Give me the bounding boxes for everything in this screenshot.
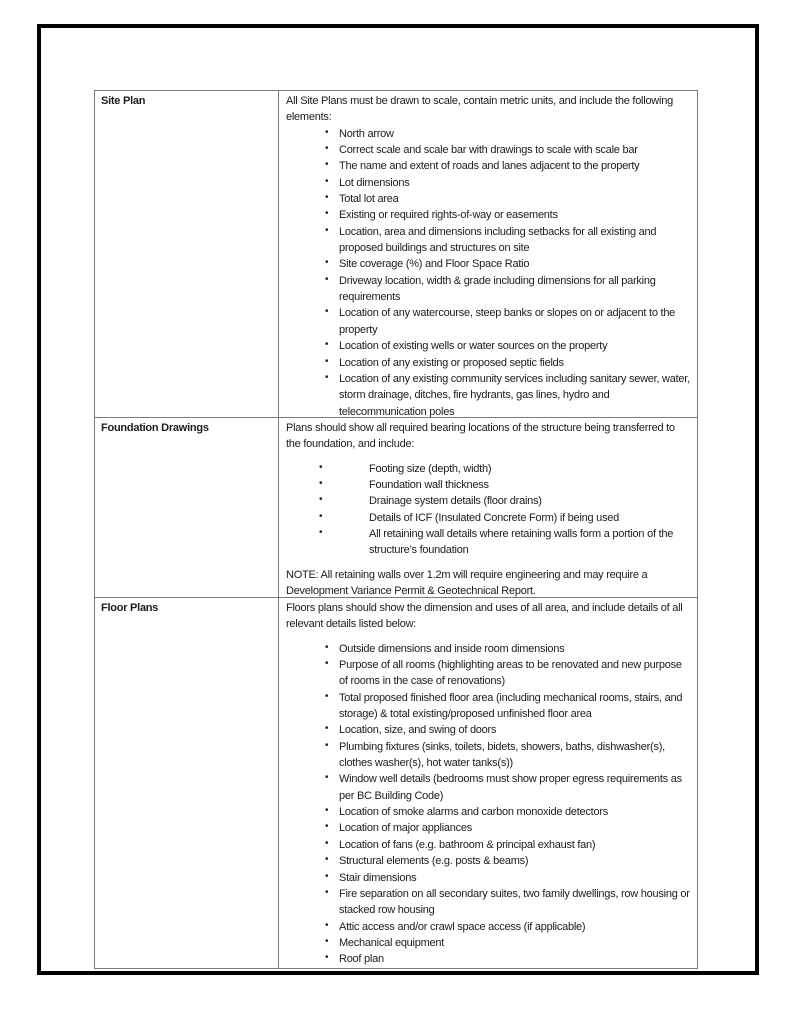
bullet-icon: • xyxy=(325,772,329,784)
list-item xyxy=(286,158,692,174)
list-item-text: Drainage system details (floor drains) xyxy=(369,495,542,508)
list-item-text: Mechanical equipment xyxy=(339,936,445,949)
list-item-text: Roof plan xyxy=(339,953,384,966)
list-item-text: Fire separation on all secondary suites, two family dwellings, row housing or stacked row housing xyxy=(339,887,690,917)
list-item xyxy=(286,355,692,371)
list-item-text: Details of ICF (Insulated Concrete Form) if being used xyxy=(369,511,620,524)
list-item-text: Location of any existing community services including sanitary sewer, water, storm drainage, ditches, fire hydrants, gas lines, hydro and telecommunication poles xyxy=(339,372,690,417)
bullet-icon: • xyxy=(325,690,329,702)
bullet-icon: • xyxy=(325,143,329,155)
bullet-list xyxy=(286,126,692,417)
list-item xyxy=(286,935,692,951)
list-item-text: Structural elements (e.g. posts & beams) xyxy=(339,855,529,868)
row-intro: Floors plans should show the dimension and uses of all area, and include details of all relevant details listed below: xyxy=(286,602,683,631)
bullet-icon: • xyxy=(325,175,329,187)
bullet-icon: • xyxy=(325,919,329,931)
bullet-icon: • xyxy=(319,478,323,490)
list-item-text: The name and extent of roads and lanes adjacent to the property xyxy=(339,160,640,173)
list-item xyxy=(286,207,692,223)
list-item xyxy=(286,477,692,493)
bullet-icon: • xyxy=(325,641,329,653)
list-item-text: Location, size, and swing of doors xyxy=(339,724,497,737)
bullet-icon: • xyxy=(325,192,329,204)
bullet-icon: • xyxy=(325,273,329,285)
list-item xyxy=(286,919,692,935)
list-item xyxy=(286,493,692,509)
bullet-icon: • xyxy=(325,339,329,351)
table-row-site-plan xyxy=(95,91,697,417)
list-item-text: North arrow xyxy=(339,127,394,140)
row-label: Floor Plans xyxy=(101,602,159,614)
list-item-text: Plumbing fixtures (sinks, toilets, bidets, showers, baths, dishwasher(s), clothes washer(s), hot water tanks(s)) xyxy=(339,740,665,770)
list-item-text: All retaining wall details where retaining walls form a portion of the structure’s foundation xyxy=(369,528,674,557)
list-item-text: Attic access and/or crawl space access (if applicable) xyxy=(339,920,586,933)
list-item-text: Existing or required rights-of-way or easements xyxy=(339,209,558,222)
list-item xyxy=(286,191,692,207)
list-item xyxy=(286,771,692,804)
list-item xyxy=(286,870,692,886)
row-label: Site Plan xyxy=(101,95,146,107)
bullet-icon: • xyxy=(325,837,329,849)
bullet-icon: • xyxy=(325,952,329,964)
list-item xyxy=(286,461,692,477)
list-item-text: Lot dimensions xyxy=(339,176,410,189)
table-row-foundation-drawings xyxy=(95,417,697,597)
list-item xyxy=(286,224,692,257)
list-item xyxy=(286,837,692,853)
bullet-icon: • xyxy=(325,805,329,817)
bullet-icon: • xyxy=(325,224,329,236)
list-item-text: Stair dimensions xyxy=(339,871,417,884)
bullet-icon: • xyxy=(319,510,323,522)
list-item-text: Outside dimensions and inside room dimensions xyxy=(339,642,565,655)
bullet-icon: • xyxy=(325,159,329,171)
list-item-text: Correct scale and scale bar with drawings to scale with scale bar xyxy=(339,144,638,157)
foundation-drawings-content-cell xyxy=(279,418,697,597)
list-item-text: Location of smoke alarms and carbon monoxide detectors xyxy=(339,806,608,819)
list-item-text: Window well details (bedrooms must show proper egress requirements as per BC Building Code) xyxy=(339,773,682,802)
list-item-text: Footing size (depth, width) xyxy=(369,462,492,475)
bullet-icon: • xyxy=(325,854,329,866)
list-item xyxy=(286,886,692,919)
list-item-text: Location of major appliances xyxy=(339,822,473,835)
bullet-icon: • xyxy=(325,886,329,898)
list-item xyxy=(286,305,692,338)
table-row-floor-plans xyxy=(95,597,697,968)
bullet-list xyxy=(286,641,692,968)
site-plan-label-cell xyxy=(95,91,279,417)
list-item xyxy=(286,371,692,417)
bullet-icon: • xyxy=(325,126,329,138)
list-item-text: Foundation wall thickness xyxy=(369,479,489,492)
list-item-text: Location of fans (e.g. bathroom & principal exhaust fan) xyxy=(339,838,596,851)
row-intro: Plans should show all required bearing locations of the structure being transferred to the foundation, and include: xyxy=(286,422,675,451)
list-item xyxy=(286,820,692,836)
list-item xyxy=(286,722,692,738)
list-item xyxy=(286,804,692,820)
bullet-icon: • xyxy=(325,371,329,383)
list-item-text: Driveway location, width & grade including dimensions for all parking requirements xyxy=(339,274,656,304)
list-item xyxy=(286,510,692,526)
bullet-icon: • xyxy=(325,658,329,670)
list-item-text: Site coverage (%) and Floor Space Ratio xyxy=(339,258,530,271)
foundation-drawings-label-cell xyxy=(95,418,279,597)
list-item xyxy=(286,273,692,306)
list-item-text: Location of existing wells or water sources on the property xyxy=(339,340,608,353)
requirements-table xyxy=(94,90,698,969)
floor-plans-label-cell xyxy=(95,598,279,968)
list-item-text: Purpose of all rooms (highlighting areas to be renovated and new purpose of rooms in the case of renovations) xyxy=(339,659,682,688)
bullet-icon: • xyxy=(319,461,323,473)
bullet-icon: • xyxy=(325,208,329,220)
floor-plans-content-cell xyxy=(279,598,697,968)
bullet-icon: • xyxy=(325,306,329,318)
bullet-icon: • xyxy=(325,257,329,269)
bullet-icon: • xyxy=(325,723,329,735)
list-item xyxy=(286,256,692,272)
list-item-text: Total proposed finished floor area (including mechanical rooms, stairs, and storage) & total existing/proposed unfinished floor area xyxy=(339,691,683,721)
bullet-icon: • xyxy=(325,821,329,833)
list-item xyxy=(286,175,692,191)
bullet-icon: • xyxy=(325,935,329,947)
bullet-list xyxy=(286,461,692,559)
list-item xyxy=(286,338,692,354)
list-item-text: Location of any watercourse, steep banks or slopes on or adjacent to the property xyxy=(339,307,676,336)
list-item xyxy=(286,690,692,723)
row-intro: All Site Plans must be drawn to scale, contain metric units, and include the following elements: xyxy=(286,95,673,124)
list-item-text: Total lot area xyxy=(339,193,399,206)
list-item xyxy=(286,526,692,559)
list-item xyxy=(286,657,692,690)
row-note: NOTE: All retaining walls over 1.2m will require engineering and may require a Development Variance Permit & Geotechnical Report. xyxy=(286,568,648,597)
list-item-text: Location, area and dimensions including setbacks for all existing and proposed buildings and structures on site xyxy=(339,225,657,255)
list-item xyxy=(286,641,692,657)
list-item xyxy=(286,853,692,869)
bullet-icon: • xyxy=(319,494,323,506)
bullet-icon: • xyxy=(319,527,323,539)
bullet-icon: • xyxy=(325,355,329,367)
list-item-text: Location of any existing or proposed septic fields xyxy=(339,356,564,369)
bullet-icon: • xyxy=(325,870,329,882)
list-item xyxy=(286,951,692,967)
row-label: Foundation Drawings xyxy=(101,422,209,434)
site-plan-content-cell xyxy=(279,91,697,417)
list-item xyxy=(286,142,692,158)
list-item xyxy=(286,739,692,772)
bullet-icon: • xyxy=(325,739,329,751)
list-item xyxy=(286,126,692,142)
